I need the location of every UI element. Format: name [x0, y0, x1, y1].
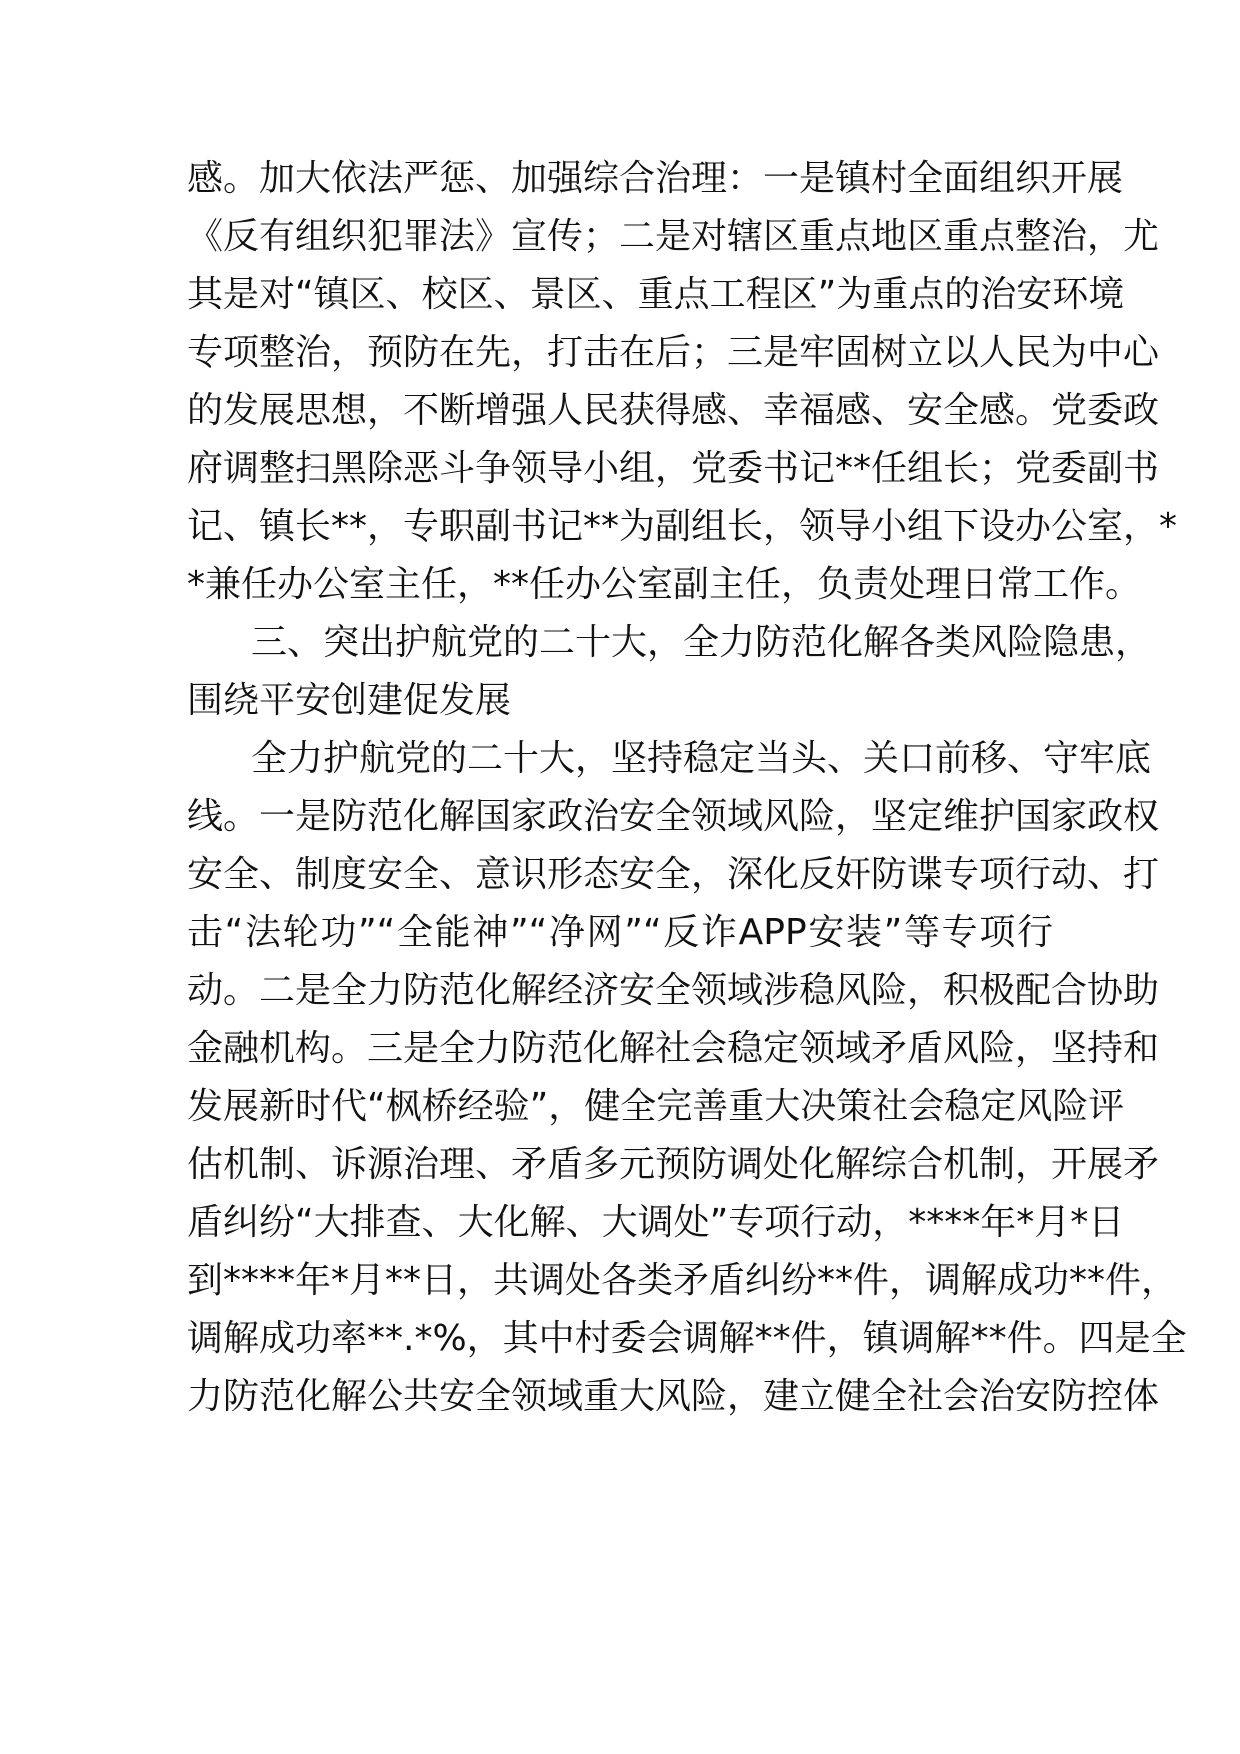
text-line: *兼任办公室主任，**任办公室副主任，负责处理日常工作。: [187, 564, 1142, 605]
text-line: 府调整扫黑除恶斗争领导小组，党委书记**任组长；党委副书: [187, 448, 1160, 489]
text-line: 其是对“镇区、校区、景区、重点工程区”为重点的治安环境: [187, 274, 1125, 315]
text-line: 线。一是防范化解国家政治安全领域风险，坚定维护国家政权: [187, 796, 1160, 837]
text-line: 发展新时代“枫桥经验”，健全完善重大决策社会稳定风险评: [187, 1086, 1125, 1127]
text-line: 力防范化解公共安全领域重大风险，建立健全社会治安防控体: [187, 1376, 1160, 1417]
text-line: 动。二是全力防范化解经济安全领域涉稳风险，积极配合协助: [187, 970, 1160, 1011]
text-line: 到****年*月**日，共调处各类矛盾纠纷**件，调解成功**件，: [187, 1260, 1178, 1301]
text-line: 调解成功率**.*%，其中村委会调解**件，镇调解**件。四是全: [187, 1318, 1187, 1359]
section-heading-line: 围绕平安创建促发展: [187, 680, 512, 721]
text-line: 感。加大依法严惩、加强综合治理：一是镇村全面组织开展: [187, 158, 1124, 199]
text-line: 全力护航党的二十大，坚持稳定当头、关口前移、守牢底: [251, 738, 1152, 779]
text-line: 的发展思想，不断增强人民获得感、幸福感、安全感。党委政: [187, 390, 1160, 431]
text-line: 专项整治，预防在先，打击在后；三是牢固树立以人民为中心: [187, 332, 1160, 373]
text-line: 击“法轮功”“全能神”“净网”“反诈APP安装”等专项行: [187, 912, 1053, 953]
text-line: 估机制、诉源治理、矛盾多元预防调处化解综合机制，开展矛: [187, 1144, 1160, 1185]
text-line: 盾纠纷“大排查、大化解、大调处”专项行动，****年*月*日: [187, 1202, 1125, 1243]
text-line: 金融机构。三是全力防范化解社会稳定领域矛盾风险，坚持和: [187, 1028, 1160, 1069]
text-line: 《反有组织犯罪法》宣传；二是对辖区重点地区重点整治，尤: [187, 216, 1160, 257]
section-heading-line: 三、突出护航党的二十大，全力防范化解各类风险隐患，: [251, 622, 1152, 663]
text-line: 记、镇长**，专职副书记**为副组长，领导小组下设办公室，*: [187, 506, 1178, 547]
text-line: 安全、制度安全、意识形态安全，深化反奸防谍专项行动、打: [187, 854, 1160, 895]
